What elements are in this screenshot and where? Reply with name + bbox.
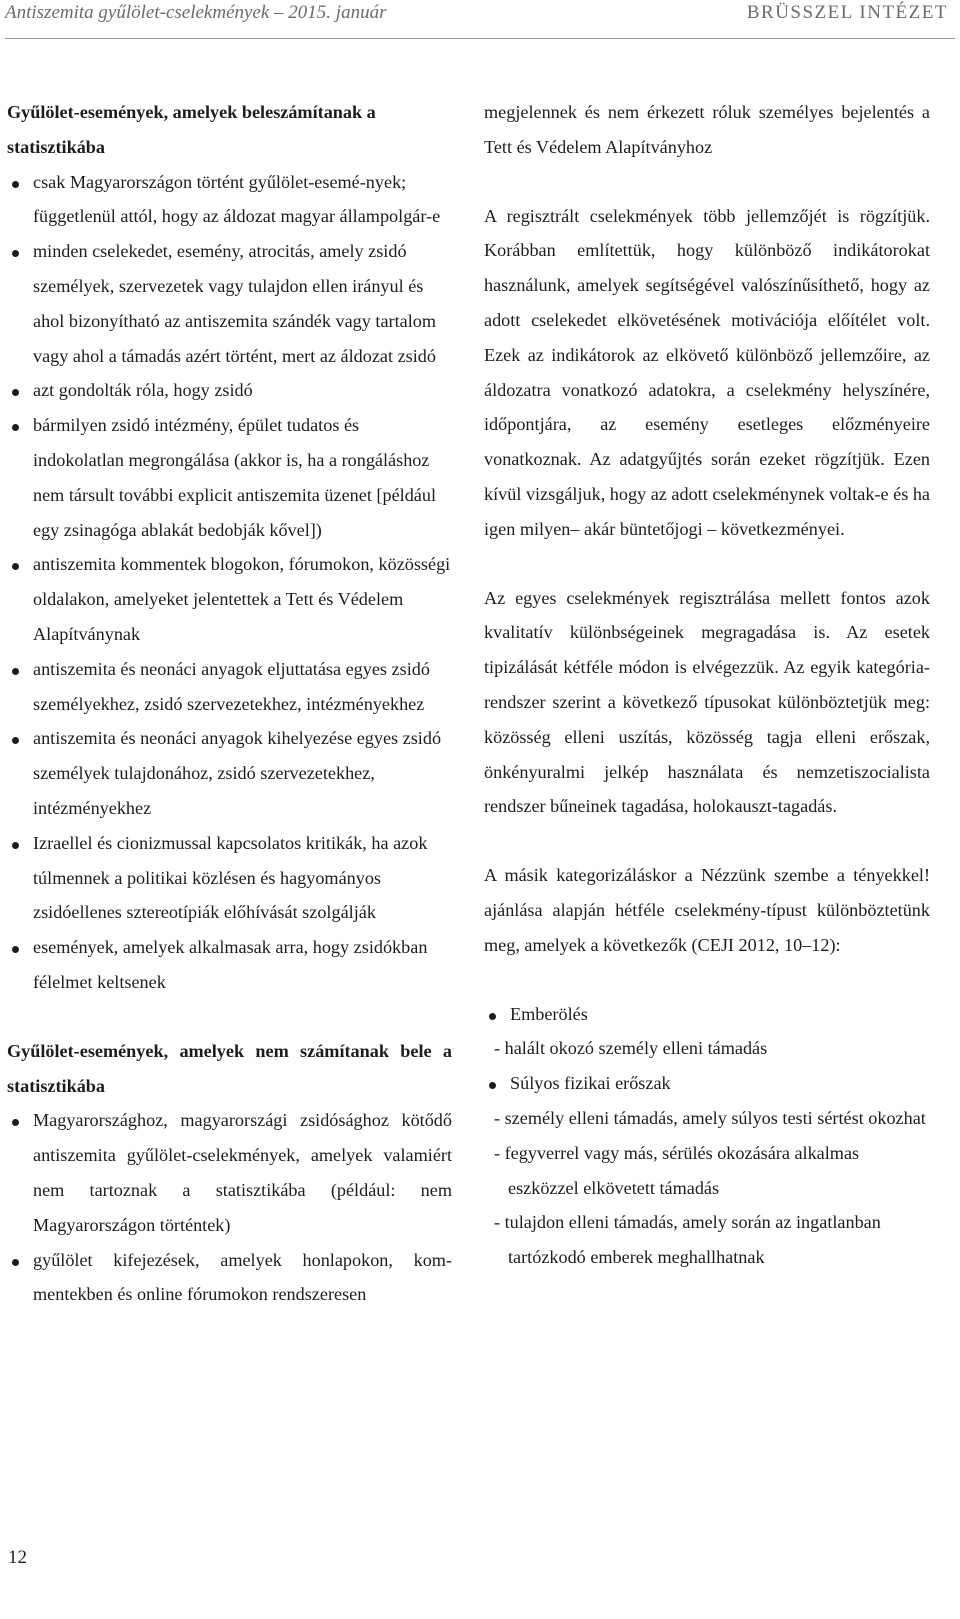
section-heading-included: Gyűlölet-események, amelyek beleszámítanak a statisztikába <box>7 102 376 157</box>
paragraph: megjelennek és nem érkezett róluk személyes bejelentés a Tett és Védelem Alapítványhoz <box>484 102 930 157</box>
spacer <box>7 1000 452 1034</box>
spacer <box>484 165 930 199</box>
paragraph: A másik kategorizáláskor a Nézzünk szembe a tényekkel! ajánlása alapján hétféle cselekmény-típust különböztetünk meg, amelyek a következők (CEJI 2012, 10–12): <box>484 865 930 955</box>
list-item: Izraellel és cionizmussal kapcsolatos kritikák, ha azok túlmennek a politikai közlésen és hagyományos zsidóellenes sztereotípiák előhívását szolgálják <box>7 826 452 930</box>
spacer <box>484 963 930 997</box>
right-column <box>484 95 930 1275</box>
list-item: események, amelyek alkalmasak arra, hogy zsidókban félelmet keltsenek <box>7 930 452 1000</box>
excluded-events-list <box>7 1103 452 1312</box>
incident-types-list <box>484 1066 930 1101</box>
spacer <box>484 547 930 581</box>
left-column <box>7 95 452 1312</box>
sub-item: - személy elleni támadás, amely súlyos testi sértést okozhat <box>494 1107 926 1128</box>
included-events-list <box>7 165 452 1000</box>
paragraph: Az egyes cselekmények regisztrálása mellett fontos azok kvalitatív különbségeinek megragadása is. Az esetek tipizálását kétféle módon is elvégezzük. Az egyik kategória-rendszer szerint a következő típusokat különböztetjük meg: közösség elleni uszítás, közösség tagja elleni erőszak, önkényuralmi jelkép használata és nemzetiszocialista rendszer bűneinek tagadása, holokauszt-tagadás. <box>484 587 930 817</box>
list-item-type-homicide: Emberölés <box>484 997 930 1032</box>
spacer <box>484 824 930 858</box>
sub-item: - halált okozó személy elleni támadás <box>494 1038 768 1059</box>
list-item: minden cselekedet, esemény, atrocitás, amely zsidó személyek, szervezetek vagy tulajdon ellen irányul és ahol bizonyítható az antiszemita szándék vagy tartalom vagy ahol a támadás azért történt, mert az áldozat zsidó <box>7 234 452 373</box>
list-item: azt gondolták róla, hogy zsidó <box>7 373 452 408</box>
sub-item: - fegyverrel vagy más, sérülés okozására alkalmas eszközzel elkövetett támadás <box>494 1142 860 1198</box>
paragraph: A regisztrált cselekmények több jellemzőjét is rögzítjük. Korábban említettük, hogy különböző indikátorokat használunk, amelyek segítségével valószínűsíthető, hogy az adott cselekedet elkövetésének motivációja előítélet volt. Ezek az indikátorok az elkövető különböző jellemzőire, az áldozatra vonatkozó adatokra, a cselekmény helyszínére, időpontjára, az esemény esetleges előzményeire vonatkoznak. Az adatgyűjtés során ezeket rögzítjük. Ezen kívül vizsgáljuk, hogy az adott cselekménynek voltak-e és ha igen milyen– akár büntetőjogi – következményei. <box>484 205 930 539</box>
list-item: bármilyen zsidó intézmény, épület tudatos és indokolatlan megrongálása (akkor is, ha a rongáláshoz nem társult további explicit antiszemita üzenet [például egy zsinagóga ablakát bedobják kővel]) <box>7 408 452 547</box>
list-item: antiszemita és neonáci anyagok kihelyezése egyes zsidó személyek tulajdonához, zsidó szervezetekhez, intézményekhez <box>7 721 452 825</box>
header-divider <box>5 38 955 39</box>
running-header <box>0 0 960 30</box>
list-item: gyűlölet kifejezések, amelyek honlapokon, kom-mentekben és online fórumokon rendszeresen <box>7 1243 452 1313</box>
header-institute: BRÜSSZEL INTÉZET <box>746 2 948 23</box>
list-item: antiszemita kommentek blogokon, fórumokon, közösségi oldalakon, amelyeket jelentettek a Tett és Védelem Alapítványnak <box>7 547 452 651</box>
incident-types-list <box>484 997 930 1032</box>
section-heading-excluded: Gyűlölet-események, amelyek nem számítanak bele a statisztikába <box>7 1040 452 1096</box>
list-item: antiszemita és neonáci anyagok eljuttatása egyes zsidó személyekhez, zsidó szervezetekhez, intézményekhez <box>7 652 452 722</box>
list-item: Magyarországhoz, magyarországi zsidósághoz kötődő antiszemita gyűlölet-cselekmények, amelyek valamiért nem tartoznak a statisztikába (például: nem Magyarországon történtek) <box>7 1103 452 1242</box>
page-number: 12 <box>8 1547 27 1568</box>
sub-item: - tulajdon elleni támadás, amely során az ingatlanban tartózkodó emberek meghallhatnak <box>494 1212 881 1268</box>
list-item: csak Magyarországon történt gyűlölet-esemé-nyek; függetlenül attól, hogy az áldozat magyar állampolgár-e <box>7 165 452 235</box>
list-item-type-violence: Súlyos fizikai erőszak <box>484 1066 930 1101</box>
header-title: Antiszemita gyűlölet-cselekmények – 2015. január <box>5 2 387 23</box>
